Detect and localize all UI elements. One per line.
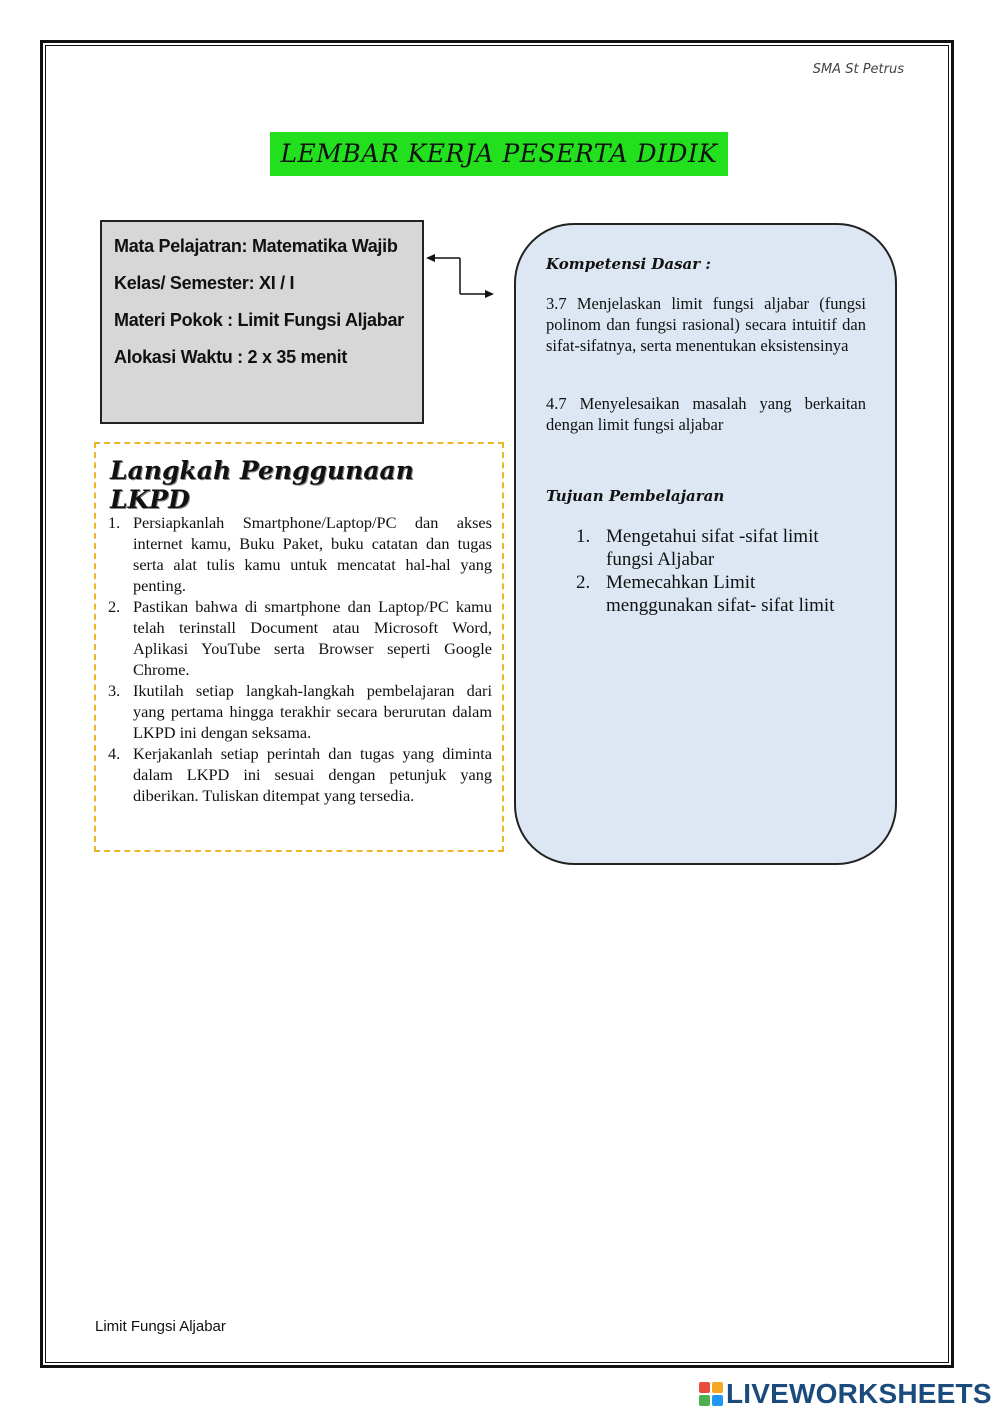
school-name: SMA St Petrus bbox=[812, 62, 904, 77]
kd-4-7: 4.7 Menyelesaikan masalah yang berkaitan dengan limit fungsi aljabar bbox=[546, 394, 866, 434]
tujuan-list bbox=[576, 525, 866, 617]
competency-panel bbox=[514, 223, 897, 865]
worksheet-title: LEMBAR KERJA PESERTA DIDIK bbox=[270, 132, 728, 176]
list-item: 2. Memecahkan Limit menggunakan sifat- sifat limit bbox=[576, 572, 835, 616]
info-class: Kelas/ Semester: XI / I bbox=[114, 273, 295, 293]
liveworksheets-brand[interactable] bbox=[698, 1378, 992, 1410]
steps-heading: Langkah Penggunaan LKPD bbox=[110, 456, 414, 514]
info-time: Alokasi Waktu : 2 x 35 menit bbox=[114, 347, 348, 367]
list-item: 3. Ikutilah setiap langkah-langkah pembelajaran dari yang pertama hingga terakhir secara berurutan dalam LKPD ini dengan seksama. bbox=[108, 681, 492, 742]
list-item: 1. Persiapkanlah Smartphone/Laptop/PC dan akses internet kamu, Buku Paket, buku catatan dan tugas serta alat tulis kamu untuk mencatat hal-hal yang penting. bbox=[108, 513, 492, 595]
kd-heading: Kompetensi Dasar : bbox=[546, 255, 711, 273]
list-item: 2. Pastikan bahwa di smartphone dan Laptop/PC kamu telah terinstall Document atau Microsoft Word, Aplikasi YouTube serta Browser seperti Google Chrome. bbox=[108, 597, 492, 679]
liveworksheets-logo-icon bbox=[698, 1381, 724, 1407]
brand-name: LIVEWORKSHEETS bbox=[726, 1378, 992, 1409]
kd-3-7: 3.7 Menjelaskan limit fungsi aljabar (fungsi polinom dan fungsi rasional) secara intuitif dan sifat-sifatnya, serta menentukan eksistensinya bbox=[546, 294, 866, 355]
list-item: 4. Kerjakanlah setiap perintah dan tugas yang diminta dalam LKPD ini sesuai dengan petunjuk yang diberikan. Tuliskan ditempat yang tersedia. bbox=[108, 744, 492, 805]
subject-info-box bbox=[100, 220, 424, 424]
connector-arrow-icon bbox=[426, 248, 496, 304]
steps-list bbox=[108, 512, 492, 806]
info-topic: Materi Pokok : Limit Fungsi Aljabar bbox=[114, 310, 404, 330]
page-footer: Limit Fungsi Aljabar bbox=[95, 1318, 226, 1335]
steps-panel bbox=[94, 442, 504, 852]
tujuan-heading: Tujuan Pembelajaran bbox=[546, 487, 725, 505]
info-subject: Mata Pelajatran: Matematika Wajib bbox=[114, 236, 398, 256]
list-item: 1. Mengetahui sifat -sifat limit fungsi Aljabar bbox=[576, 526, 819, 570]
